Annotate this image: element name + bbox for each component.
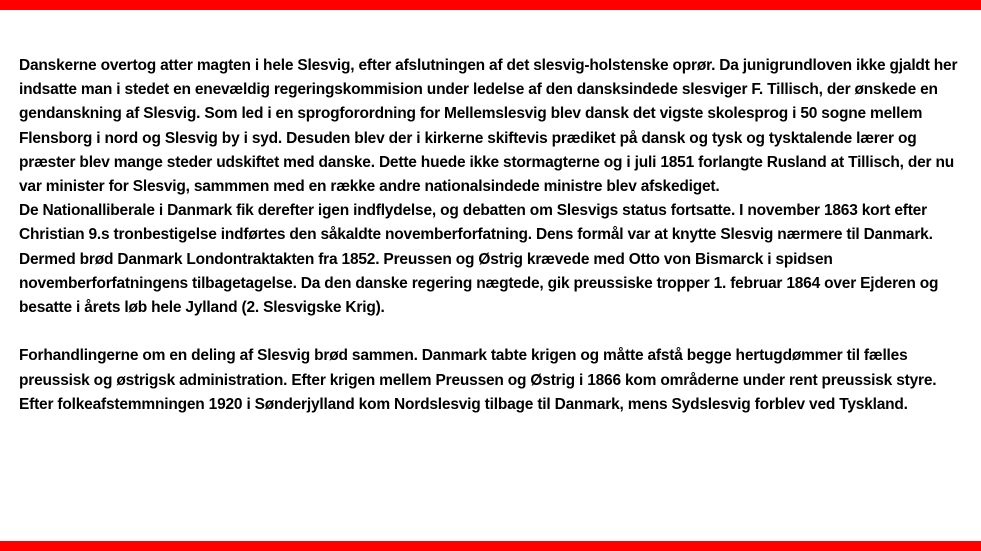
paragraph-deling-af-slesvig: Forhandlingerne om en deling af Slesvig brød sammen. Danmark tabte krigen og måtte afstå begge hertugdømmer til fælles preussisk og østrigsk administration. Efter krigen mellem Preussen og Østrig i 1866 kom områderne under rent preussisk styre. Efter folkeafstemmningen 1920 i Sønderjylland kom Nordslesvig tilbage til Danmark, mens Sydslesvig forblev ved Tyskland. xyxy=(19,347,937,413)
slide-text-body xyxy=(19,54,969,417)
paragraph-spacer xyxy=(19,320,969,344)
paragraph-novemberforfatning: De Nationalliberale i Danmark fik derefter igen indflydelse, og debatten om Slesvigs status fortsatte. I november 1863 kort efter Christian 9.s tronbestigelse indførtes den såkaldte novemberforfatning. Dens formål var at knytte Slesvig nærmere til Danmark. Dermed brød Danmark Londontraktakten fra 1852. Preussen og Østrig krævede med Otto von Bismarck i spidsen novemberforfatningens tilbagetagelse. Da den danske regering nægtede, gik preussiske tropper 1. februar 1864 over Ejderen og besatte i årets løb hele Jylland (2. Slesvigske Krig). xyxy=(19,202,939,317)
top-accent-bar xyxy=(0,0,981,10)
bottom-accent-bar xyxy=(0,541,981,551)
paragraph-slesvig-regeringskommision: Danskerne overtog atter magten i hele Slesvig, efter afslutningen af det slesvig-holstenske oprør. Da junigrundloven ikke gjaldt her indsatte man i stedet en enevældig regeringskommision under ledelse af den dansksindede slesviger F. Tillisch, der ønskede en gendanskning af Slesvig. Som led i en sprogforordning for Mellemslesvig blev dansk det vigste skolesprog i 50 sogne mellem Flensborg i nord og Slesvig by i syd. Desuden blev der i kirkerne skiftevis prædiket på dansk og tysk og tysktalende lærer og præster blev mange steder udskiftet med danske. Dette huede ikke stormagterne og i juli 1851 forlangte Rusland at Tillisch, der nu var minister for Slesvig, sammmen med en række andre nationalsindede ministre blev afskediget. xyxy=(19,57,958,196)
